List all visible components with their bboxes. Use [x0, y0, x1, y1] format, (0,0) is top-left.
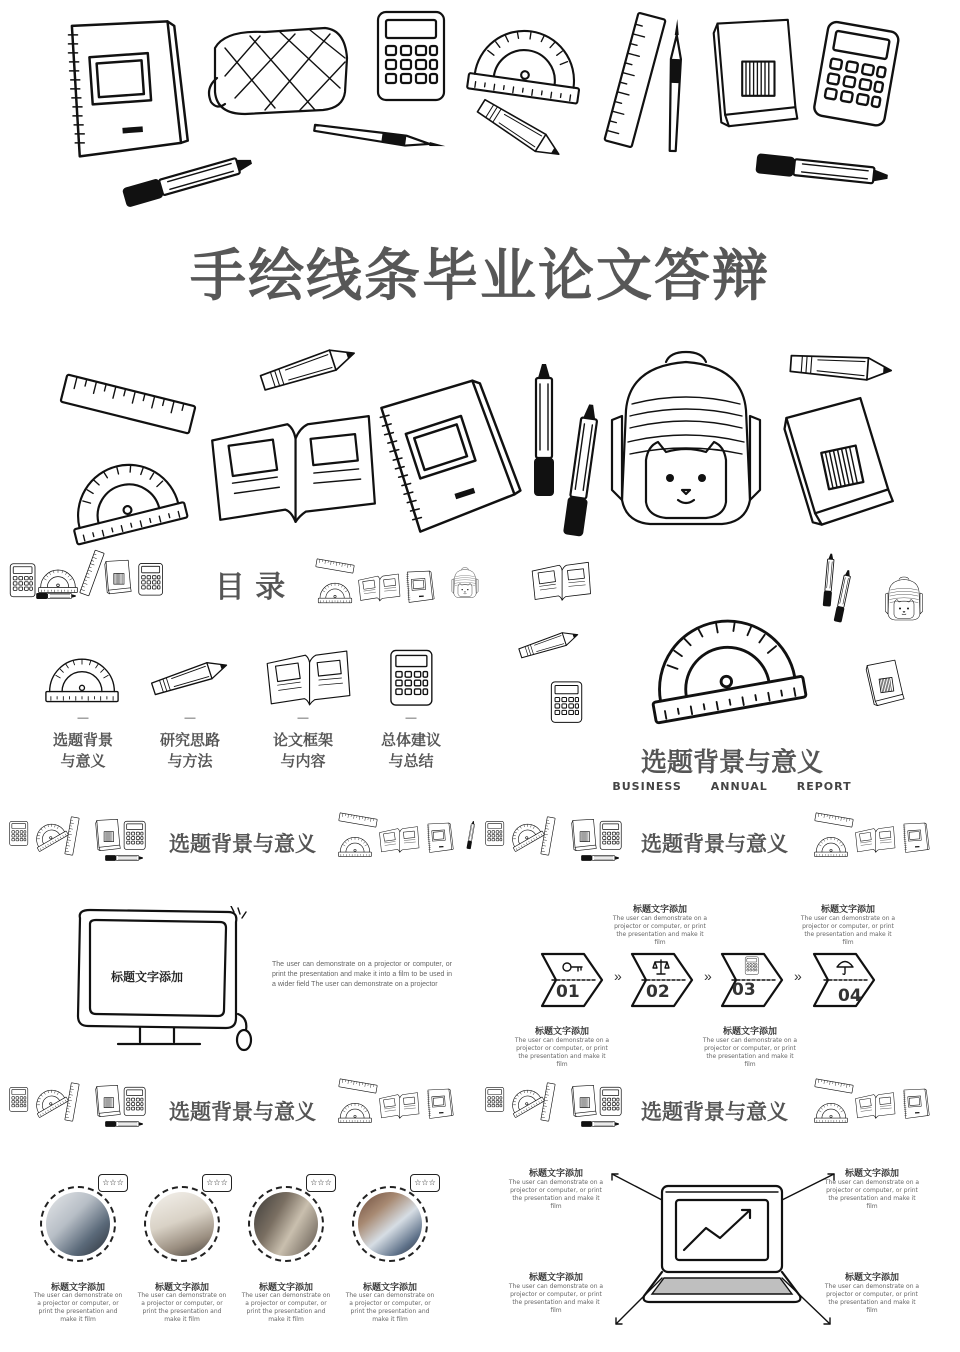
photo-circle — [248, 1186, 324, 1262]
chevron-arrows-icon: » — [794, 968, 802, 984]
photo-caption-body: The user can demonstrate on a projector or computer, or print the presentation and make it film — [345, 1292, 435, 1323]
notebook-icon — [900, 822, 930, 854]
step-caption-title: 标题文字添加 — [632, 905, 687, 915]
marker-icon — [104, 852, 144, 864]
key-icon — [562, 960, 584, 974]
toc-item[interactable] — [253, 712, 353, 772]
calculator-icon — [386, 648, 438, 710]
marker-icon-2 — [750, 143, 893, 197]
protractor-icon — [814, 1098, 848, 1124]
chevron-arrows-icon: » — [704, 968, 712, 984]
open-book-icon — [378, 1090, 420, 1122]
calculator-icon — [484, 1086, 506, 1114]
laptop-caption — [822, 1270, 922, 1315]
laptop-caption-title: 标题文字添加 — [528, 1273, 583, 1283]
ruler-icon — [314, 557, 355, 576]
toc-item-dash: — — [77, 712, 89, 724]
marker-icon-3 — [524, 360, 564, 500]
step-item[interactable] — [810, 950, 878, 1010]
laptop-caption — [506, 1166, 606, 1211]
backpack-icon — [606, 350, 766, 530]
toc-heading: 目 录 — [214, 570, 286, 605]
step-number: 04 — [838, 986, 862, 1006]
calculator-icon — [548, 680, 586, 726]
laptop-slide — [482, 1076, 960, 1338]
photo-image — [150, 1192, 214, 1256]
ruler-icon — [337, 1077, 378, 1096]
photo-caption-body: The user can demonstrate on a projector or computer, or print the presentation and make it film — [33, 1292, 123, 1323]
book-icon — [94, 1084, 122, 1118]
speech-bubble-icon: ☆☆☆ — [410, 1174, 440, 1192]
step-caption-body: The user can demonstrate on a projector or computer, or print the presentation and make it film — [702, 1037, 798, 1068]
toc-item[interactable] — [33, 712, 133, 772]
step-number: 02 — [646, 982, 670, 1002]
doodle-strip-left — [484, 1080, 624, 1128]
section-subtitle: BUSINESS ANNUAL REPORT — [612, 780, 852, 793]
protractor-icon — [633, 585, 811, 729]
monitor-body: The user can demonstrate on a projector or computer, or print the presentation and make it into a film to be used in a wider field The user can demonstrate on a projector — [272, 961, 452, 988]
toc-item-line2: 与总结 — [388, 752, 434, 770]
marker-icon — [463, 819, 478, 850]
photos-slide — [0, 1076, 478, 1338]
marker-icon — [580, 852, 620, 864]
calculator-icon-2 — [598, 820, 624, 852]
backpack-icon — [451, 566, 479, 600]
open-book-icon — [264, 648, 352, 710]
notebook-icon — [403, 570, 435, 604]
book-icon-2 — [774, 391, 902, 534]
step-caption-body: The user can demonstrate on a projector or computer, or print the presentation and make it film — [514, 1037, 610, 1068]
doodle-strip-left — [8, 814, 148, 862]
toc-item-line2: 与内容 — [280, 752, 326, 770]
scale-icon — [652, 958, 670, 976]
open-book-icon — [357, 572, 401, 604]
protractor-icon — [814, 832, 848, 858]
photo-card[interactable] — [33, 1176, 126, 1346]
cover-title: 手绘线条毕业论文答辩 — [190, 244, 770, 309]
laptop-caption-body: The user can demonstrate on a projector or computer, or print the presentation and make it film — [824, 1179, 920, 1210]
calculator-icon-2 — [122, 820, 148, 852]
section-title: 选题背景与意义 — [640, 748, 823, 778]
photo-circle — [352, 1186, 428, 1262]
pencil-icon-2 — [254, 337, 364, 400]
photo-caption-title: 标题文字添加 — [154, 1283, 209, 1293]
laptop-caption-title: 标题文字添加 — [528, 1169, 583, 1179]
toc-doodle-strip-right — [315, 558, 475, 608]
calculator-icon-2 — [598, 1086, 624, 1118]
photo-circle — [40, 1186, 116, 1262]
calculator-icon-2 — [803, 15, 910, 137]
step-caption-title: 标题文字添加 — [534, 1027, 589, 1037]
backpack-icon — [884, 576, 924, 622]
toc-item-dash: — — [184, 712, 196, 724]
slide-title: 选题背景与意义 — [641, 1100, 788, 1124]
protractor-icon — [317, 578, 353, 604]
laptop-caption — [506, 1270, 606, 1315]
doodle-strip-left — [8, 1080, 148, 1128]
speech-bubble-icon: ☆☆☆ — [98, 1174, 128, 1192]
step-number: 01 — [556, 982, 580, 1002]
book-icon — [570, 818, 598, 852]
protractor-icon-2 — [55, 435, 191, 549]
photo-circle — [144, 1186, 220, 1262]
calculator-icon-2 — [122, 1086, 148, 1118]
laptop-caption-title: 标题文字添加 — [844, 1169, 899, 1179]
ruler-icon — [63, 1081, 82, 1122]
section-slide — [482, 548, 960, 806]
laptop-caption-title: 标题文字添加 — [844, 1273, 899, 1283]
photo-card[interactable] — [241, 1176, 334, 1346]
book-icon — [103, 558, 133, 596]
open-book-icon — [205, 410, 380, 532]
ruler-icon — [539, 1081, 558, 1122]
pencil-icon — [146, 652, 234, 703]
protractor-icon — [44, 648, 120, 704]
toc-item-dash: — — [297, 712, 309, 724]
pencil-case-icon — [205, 18, 355, 118]
notebook-icon — [424, 822, 454, 854]
toc-item[interactable] — [140, 712, 240, 772]
open-book-icon — [854, 824, 896, 856]
step-caption-body: The user can demonstrate on a projector or computer, or print the presentation and make it film — [612, 915, 708, 946]
pencil-icon — [515, 624, 584, 663]
photo-image — [358, 1192, 422, 1256]
umbrella-icon — [836, 958, 854, 976]
calculator-icon — [8, 820, 30, 848]
monitor-slide — [0, 810, 478, 1070]
marker-icon — [34, 590, 78, 602]
pen-icon — [658, 15, 693, 156]
step-caption — [610, 902, 710, 947]
doodle-strip-right — [814, 814, 954, 862]
pen-icon-2 — [304, 112, 457, 163]
notebook-icon — [55, 15, 190, 165]
laptop-caption-body: The user can demonstrate on a projector or computer, or print the presentation and make it film — [824, 1283, 920, 1314]
marker-icon — [104, 1118, 144, 1130]
laptop-caption-body: The user can demonstrate on a projector or computer, or print the presentation and make it film — [508, 1283, 604, 1314]
calculator-icon — [484, 820, 506, 848]
toc-item-dash: — — [405, 712, 417, 724]
toc-item-line1: 论文框架 — [272, 731, 333, 749]
speech-bubble-icon: ☆☆☆ — [202, 1174, 232, 1192]
toc-doodle-strip-left — [8, 554, 183, 604]
chevron-arrows-icon: » — [614, 968, 622, 984]
steps-slide — [482, 810, 960, 1070]
photo-caption-body: The user can demonstrate on a projector or computer, or print the presentation and make it film — [137, 1292, 227, 1323]
step-caption — [512, 1024, 612, 1069]
photo-image — [254, 1192, 318, 1256]
step-item[interactable] — [718, 950, 786, 1010]
step-caption — [700, 1024, 800, 1069]
laptop-caption — [822, 1166, 922, 1211]
toc-item-line2: 与意义 — [60, 752, 106, 770]
monitor-label: 标题文字添加 — [110, 970, 183, 984]
open-book-icon — [854, 1090, 896, 1122]
photo-card[interactable] — [137, 1176, 230, 1346]
step-caption — [798, 902, 898, 947]
photo-caption-body: The user can demonstrate on a projector or computer, or print the presentation and make it film — [241, 1292, 331, 1323]
ruler-icon-2 — [55, 368, 201, 441]
step-number: 03 — [732, 980, 756, 1000]
toc-item-line1: 总体建议 — [380, 731, 441, 749]
cover-slide — [0, 0, 960, 545]
notebook-icon — [900, 1088, 930, 1120]
doodle-strip-left — [484, 814, 624, 862]
book-icon — [94, 818, 122, 852]
step-caption-title: 标题文字添加 — [722, 1027, 777, 1037]
photo-caption-title: 标题文字添加 — [50, 1283, 105, 1293]
protractor-icon — [338, 832, 372, 858]
photo-image — [46, 1192, 110, 1256]
photo-card[interactable] — [345, 1176, 438, 1346]
toc-item-line2: 与方法 — [167, 752, 213, 770]
book-icon — [570, 1084, 598, 1118]
doodle-strip-right — [338, 814, 478, 862]
step-item[interactable] — [538, 950, 606, 1010]
doodle-strip-right — [814, 1080, 954, 1128]
calculator-icon — [372, 8, 452, 108]
laptop-icon — [602, 1168, 842, 1328]
toc-item-line1: 选题背景 — [52, 731, 113, 749]
speech-bubble-icon: ☆☆☆ — [306, 1174, 336, 1192]
slide-title: 选题背景与意义 — [169, 832, 316, 856]
doodle-strip-right — [338, 1080, 478, 1128]
toc-slide — [0, 548, 478, 806]
slide-title: 选题背景与意义 — [641, 832, 788, 856]
ruler-icon — [813, 811, 854, 830]
step-caption-body: The user can demonstrate on a projector or computer, or print the presentation and make it film — [800, 915, 896, 946]
laptop-caption-body: The user can demonstrate on a projector or computer, or print the presentation and make it film — [508, 1179, 604, 1210]
ruler-icon — [337, 811, 378, 830]
photo-caption-title: 标题文字添加 — [362, 1283, 417, 1293]
ruler-icon — [539, 815, 558, 856]
calculator-icon — [8, 1086, 30, 1114]
protractor-icon — [338, 1098, 372, 1124]
photo-caption-title: 标题文字添加 — [258, 1283, 313, 1293]
book-icon — [863, 658, 907, 709]
toc-item[interactable] — [361, 712, 461, 772]
open-book-icon — [530, 560, 592, 604]
slide-title: 选题背景与意义 — [169, 1100, 316, 1124]
step-caption-title: 标题文字添加 — [820, 905, 875, 915]
open-book-icon — [378, 824, 420, 856]
calculator-icon — [744, 956, 760, 976]
marker-icon — [580, 1118, 620, 1130]
notebook-icon-2 — [362, 371, 528, 544]
pencil-icon-3 — [785, 346, 897, 388]
toc-item-line1: 研究思路 — [159, 731, 220, 749]
book-icon — [708, 14, 803, 132]
notebook-icon — [424, 1088, 454, 1120]
ruler-icon — [813, 1077, 854, 1096]
step-item[interactable] — [628, 950, 696, 1010]
ruler-icon — [63, 815, 82, 856]
calculator-icon-2 — [136, 562, 166, 598]
